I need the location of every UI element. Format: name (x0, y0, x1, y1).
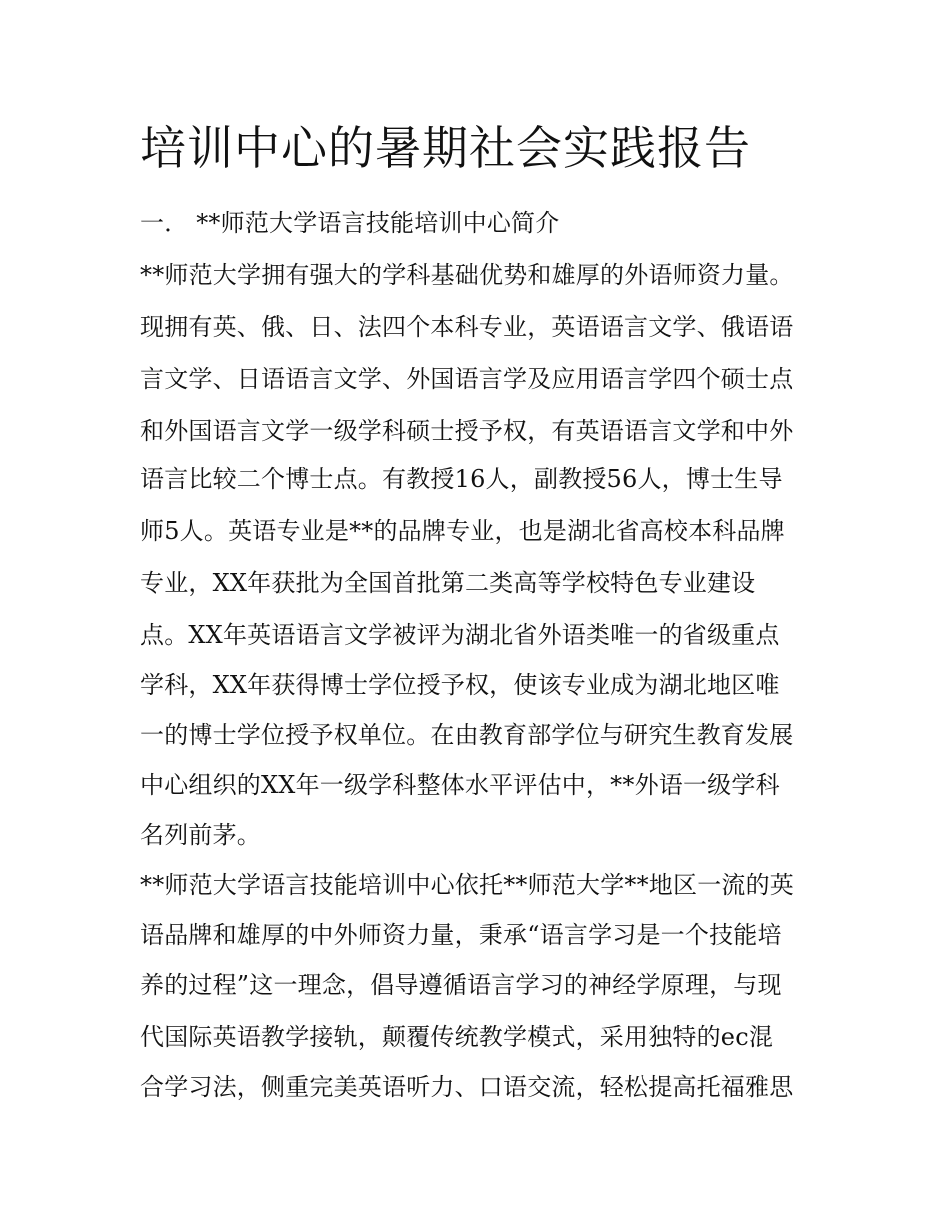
paragraph-line: 和外国语言文学一级学科硕士授予权，有英语语言文学和中外 (140, 417, 794, 445)
paragraph-line: 一的博士学位授予权单位。在由教育部学位与研究生教育发展 (140, 721, 794, 749)
paragraph-line: **师范大学拥有强大的学科基础优势和雄厚的外语师资力量。 (140, 261, 794, 289)
paragraph-line: 名列前茅。 (140, 821, 261, 849)
paragraph-line: 言文学、日语语言文学、外国语言学及应用语言学四个硕士点 (140, 365, 794, 393)
paragraph-line: 语言比较二个博士点。有教授16人，副教授56人，博士生导 (140, 465, 783, 493)
paragraph-line: 师5人。英语专业是**的品牌专业，也是湖北省高校本科品牌 (140, 517, 785, 545)
paragraph-line: 合学习法，侧重完美英语听力、口语交流，轻松提高托福雅思 (140, 1073, 794, 1101)
paragraph-line: 学科，XX年获得博士学位授予权，使该专业成为湖北地区唯 (140, 671, 780, 699)
paragraph-line: 养的过程”这一理念，倡导遵循语言学习的神经学原理，与现 (140, 971, 782, 999)
paragraph-line: 专业，XX年获批为全国首批第二类高等学校特色专业建设 (140, 569, 756, 597)
paragraph-line: 点。XX年英语语言文学被评为湖北省外语类唯一的省级重点 (140, 621, 780, 649)
paragraph-line: **师范大学语言技能培训中心依托**师范大学**地区一流的英 (140, 871, 794, 899)
paragraph-line: 现拥有英、俄、日、法四个本科专业，英语语言文学、俄语语 (140, 313, 794, 341)
paragraph-line: 中心组织的XX年一级学科整体水平评估中，**外语一级学科 (140, 771, 780, 799)
paragraph-line: 语品牌和雄厚的中外师资力量，秉承“语言学习是一个技能培 (140, 921, 782, 949)
paragraph-line: 代国际英语教学接轨，颠覆传统教学模式，采用独特的ec混 (140, 1023, 774, 1051)
section-heading: 一． **师范大学语言技能培训中心简介 (140, 209, 560, 237)
document-title: 培训中心的暑期社会实践报告 (140, 121, 751, 175)
